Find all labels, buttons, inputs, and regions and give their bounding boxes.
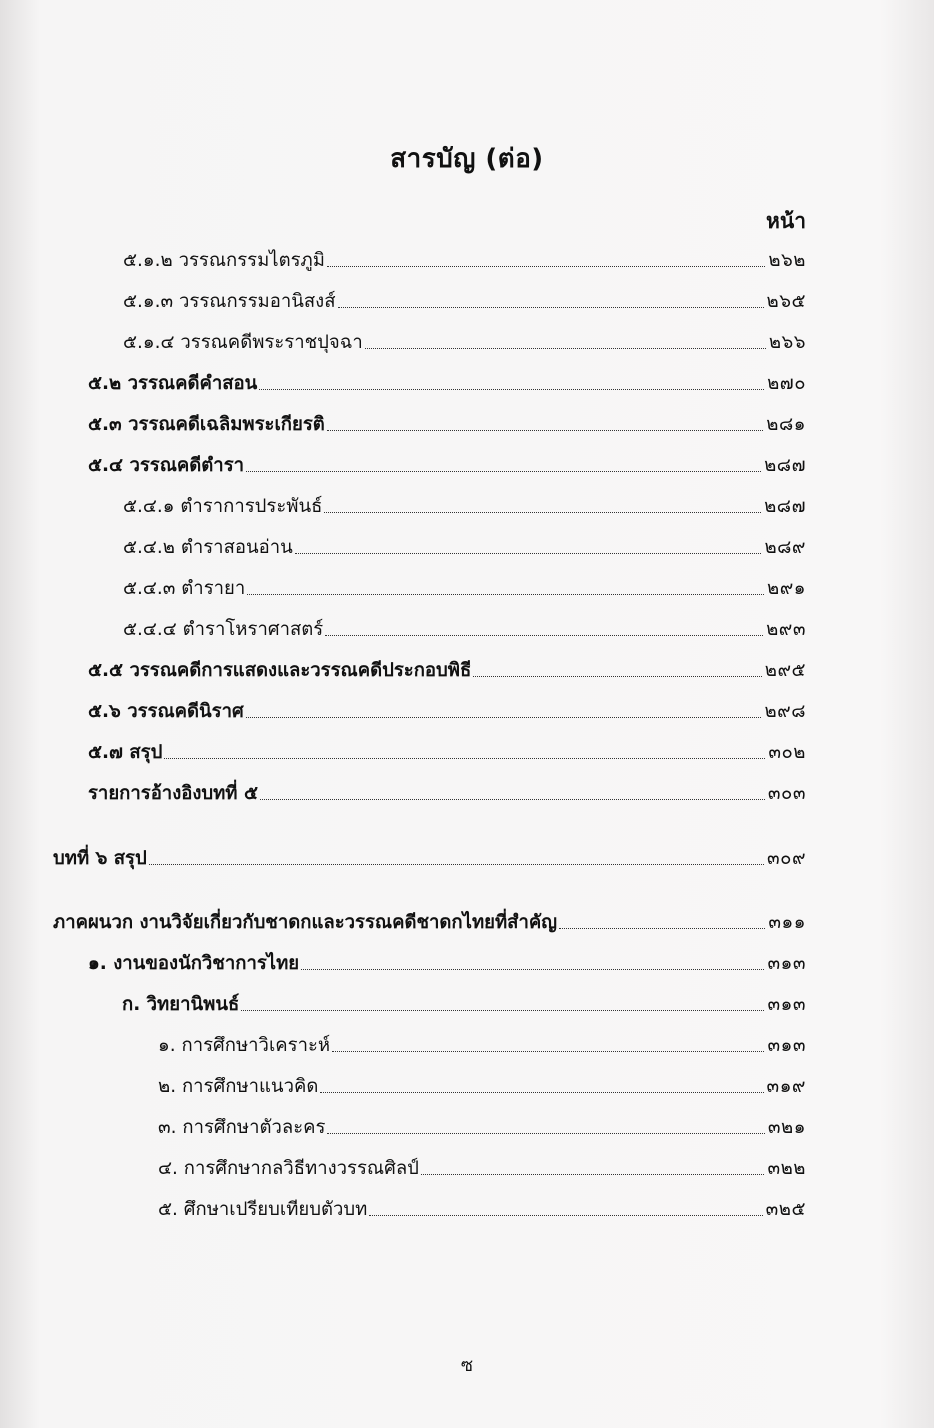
toc-entry — [122, 986, 806, 1016]
dot-leader — [473, 676, 762, 677]
toc-entry-label: ๑. งานของนักวิชาการไทย — [88, 952, 300, 974]
toc-entry-label: บทที่ ๖ สรุป — [53, 847, 147, 869]
toc-entry — [123, 570, 806, 600]
toc-entry-label: ๒. การศึกษาแนวคิด — [158, 1075, 319, 1097]
toc-entry-page: ๓๒๕ — [765, 1198, 806, 1220]
toc-entry-page: ๒๙๑ — [767, 577, 806, 599]
toc-entry — [123, 529, 806, 559]
toc-entry-label: ๔. การศึกษากลวิธีทางวรรณศิลป์ — [158, 1157, 419, 1179]
toc-entry — [88, 652, 806, 682]
toc-entry — [158, 1027, 806, 1057]
toc-entry-label: ๕. ศึกษาเปรียบเทียบตัวบท — [158, 1198, 368, 1220]
toc-entry-page: ๓๒๒ — [767, 1157, 806, 1179]
toc-entry-page: ๒๘๑ — [766, 413, 806, 435]
toc-entry-page: ๒๖๖ — [768, 331, 806, 353]
toc-entry-page: ๒๗๐ — [767, 372, 806, 394]
dot-leader — [149, 864, 764, 865]
dot-leader — [259, 389, 764, 390]
dot-leader — [247, 594, 764, 595]
dot-leader — [365, 348, 766, 349]
toc-entry-page: ๒๙๘ — [764, 700, 806, 722]
toc-entry-label: ๕.๔.๔ ตำราโหราศาสตร์ — [123, 618, 324, 640]
dot-leader — [260, 799, 765, 800]
page-column-header: หน้า — [766, 209, 806, 233]
toc-entry-page: ๒๖๒ — [768, 249, 806, 271]
toc-entry — [158, 1150, 806, 1180]
toc-entry-page: ๓๑๑ — [768, 911, 806, 933]
toc-entry — [88, 447, 806, 477]
toc-entry-label: ๕.๔.๑ ตำราการประพันธ์ — [123, 495, 323, 517]
toc-entry-page: ๓๒๑ — [767, 1116, 806, 1138]
dot-leader — [320, 1092, 763, 1093]
toc-entry — [123, 324, 806, 354]
toc-entry-label: ๕.๗ สรุป — [88, 741, 163, 763]
toc-entry — [123, 283, 806, 313]
page-title: สารบัญ (ต่อ) — [390, 144, 544, 174]
dot-leader — [241, 1010, 764, 1011]
dot-leader — [295, 553, 762, 554]
dot-leader — [332, 1051, 764, 1052]
toc-entry — [88, 775, 806, 805]
toc-entry — [158, 1109, 806, 1139]
toc-entry-page: ๓๐๒ — [768, 741, 806, 763]
toc-entry-page: ๓๑๓ — [767, 1034, 806, 1056]
toc-entry-label: ๕.๖ วรรณคดีนิราศ — [88, 700, 244, 722]
toc-entry-label: ภาคผนวก งานวิจัยเกี่ยวกับชาดกและวรรณคดีชาดกไทยที่สำคัญ — [53, 911, 557, 933]
dot-leader — [246, 471, 761, 472]
toc-entry — [88, 693, 806, 723]
dot-leader — [164, 758, 765, 759]
toc-entry-label: ๕.๑.๓ วรรณกรรมอานิสงส์ — [123, 290, 336, 312]
page-folio: ซ — [460, 1355, 474, 1376]
toc-entry-label: ๕.๓ วรรณคดีเฉลิมพระเกียรติ — [88, 413, 325, 435]
toc-entry-page: ๒๙๓ — [766, 618, 806, 640]
dot-leader — [246, 717, 762, 718]
toc-entry — [123, 488, 806, 518]
toc-entry-label: ก. วิทยานิพนธ์ — [122, 993, 240, 1015]
dot-leader — [338, 307, 764, 308]
dot-leader — [327, 1133, 764, 1134]
toc-entry — [123, 611, 806, 641]
dot-leader — [324, 512, 761, 513]
toc-entry-page: ๓๐๓ — [767, 782, 806, 804]
dot-leader — [301, 969, 764, 970]
toc-entry — [53, 904, 806, 934]
toc-entry-page: ๒๖๕ — [766, 290, 806, 312]
dot-leader — [325, 635, 763, 636]
toc-entry-page: ๒๘๗ — [764, 495, 806, 517]
toc-entry — [53, 840, 806, 870]
toc-entry — [158, 1191, 806, 1221]
toc-entry-label: ๕.๒ วรรณคดีคำสอน — [88, 372, 258, 394]
toc-entry-page: ๓๑๓ — [767, 993, 806, 1015]
toc-entry-page: ๒๘๙ — [764, 536, 806, 558]
toc-entry-label: รายการอ้างอิงบทที่ ๕ — [88, 782, 258, 804]
toc-entry-page: ๒๙๕ — [764, 659, 806, 681]
toc-entry — [88, 945, 806, 975]
toc-entry — [88, 365, 806, 395]
dot-leader — [369, 1215, 762, 1216]
toc-entry-label: ๕.๔.๓ ตำรายา — [123, 577, 246, 599]
toc-entry-page: ๓๑๙ — [766, 1075, 806, 1097]
toc-entry — [158, 1068, 806, 1098]
dot-leader — [327, 266, 765, 267]
toc-entry-label: ๕.๔ วรรณคดีตำรา — [88, 454, 245, 476]
toc-entry-page: ๓๑๓ — [767, 952, 806, 974]
toc-entry-label: ๑. การศึกษาวิเคราะห์ — [158, 1034, 331, 1056]
toc-entry-page: ๒๘๗ — [764, 454, 806, 476]
toc-entry-page: ๓๐๙ — [767, 847, 806, 869]
toc-entry-label: ๕.๑.๒ วรรณกรรมไตรภูมิ — [123, 249, 325, 271]
toc-entry-label: ๕.๑.๔ วรรณคดีพระราชปุจฉา — [123, 331, 363, 353]
toc-entry-label: ๓. การศึกษาตัวละคร — [158, 1116, 326, 1138]
toc-entry-label: ๕.๔.๒ ตำราสอนอ่าน — [123, 536, 293, 558]
dot-leader — [559, 928, 765, 929]
toc-entry — [123, 242, 806, 272]
toc-entry — [88, 734, 806, 764]
dot-leader — [327, 430, 764, 431]
toc-entry — [88, 406, 806, 436]
dot-leader — [421, 1174, 765, 1175]
toc-entry-label: ๕.๕ วรรณคดีการแสดงและวรรณคดีประกอบพิธี — [88, 659, 472, 681]
